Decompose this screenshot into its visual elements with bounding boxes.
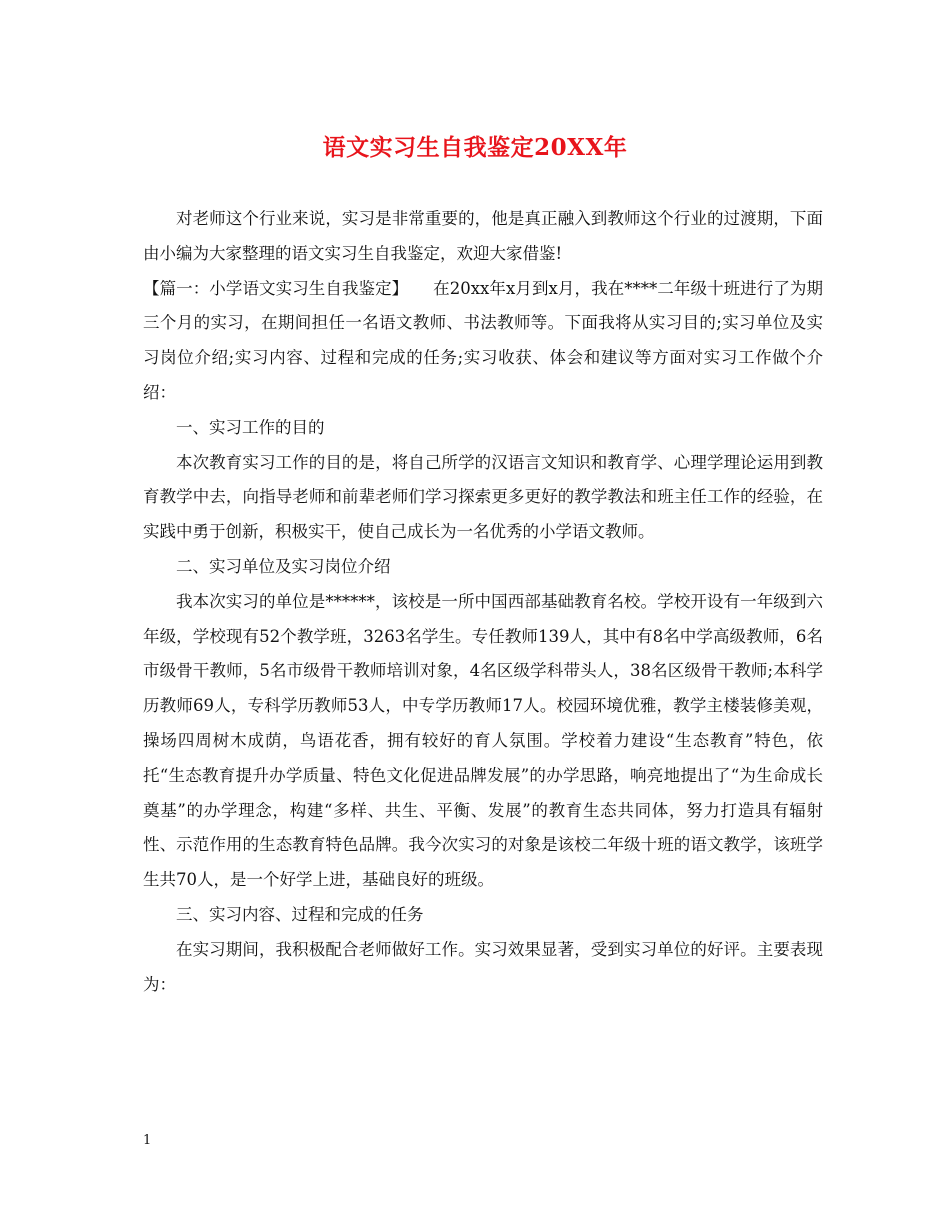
heading-content-process: 三、实习内容、过程和完成的任务: [176, 904, 424, 924]
document-body: [143, 202, 823, 1002]
document-title: 语文实习生自我鉴定20XX年: [322, 134, 628, 161]
unit-introduction-paragraph: 我本次实习的单位是******，该校是一所中国西部基础教育名校。学校开设有一年级到六年级，学校现有52个教学班，3263名学生。专任教师139人，其中有8名中学高级教师，6名市级骨干教师，5名市级骨干教师培训对象，4名区级学科带头人，38名区级骨干教师;本科学历教师69人，专科学历教师53人，中专学历教师17人。校园环境优雅，教学主楼装修美观，操场四周树木成荫，鸟语花香，拥有较好的育人氛围。学校着力建设“生态教育”特色，依托“生态教育提升办学质量、特色文化促进品牌发展”的办学思路，响亮地提出了“为生命成长奠基”的办学理念，构建“多样、共生、平衡、发展”的教育生态共同体，努力打造具有辐射性、示范作用的生态教育特色品牌。我今次实习的对象是该校二年级十班的语文教学，该班学生共70人，是一个好学上进，基础良好的班级。: [143, 591, 823, 890]
intro-paragraph: 对老师这个行业来说，实习是非常重要的，他是真正融入到教师这个行业的过渡期，下面由小编为大家整理的语文实习生自我鉴定，欢迎大家借鉴!: [143, 209, 823, 263]
heading-unit-introduction: 二、实习单位及实习岗位介绍: [176, 556, 391, 576]
heading-purpose: 一、实习工作的目的: [176, 417, 325, 437]
purpose-paragraph: 本次教育实习工作的目的是，将自己所学的汉语言文知识和教育学、心理学理论运用到教育教学中去，向指导老师和前辈老师们学习探索更多更好的教学教法和班主任工作的经验，在实践中勇于创新，积极实干，使自己成长为一名优秀的小学语文教师。: [143, 452, 823, 542]
content-process-paragraph: 在实习期间，我积极配合老师做好工作。实习效果显著，受到实习单位的好评。主要表现为：: [143, 939, 823, 994]
section-part-one-paragraph: 【篇一：小学语文实习生自我鉴定】 在20xx年x月到x月，我在****二年级十班进行了为期三个月的实习，在期间担任一名语文教师、书法教师等。下面我将从实习目的;实习单位及实习岗位介绍;实习内容、过程和完成的任务;实习收获、体会和建议等方面对实习工作做个介绍：: [143, 278, 823, 402]
page-number: 1: [143, 1133, 152, 1148]
